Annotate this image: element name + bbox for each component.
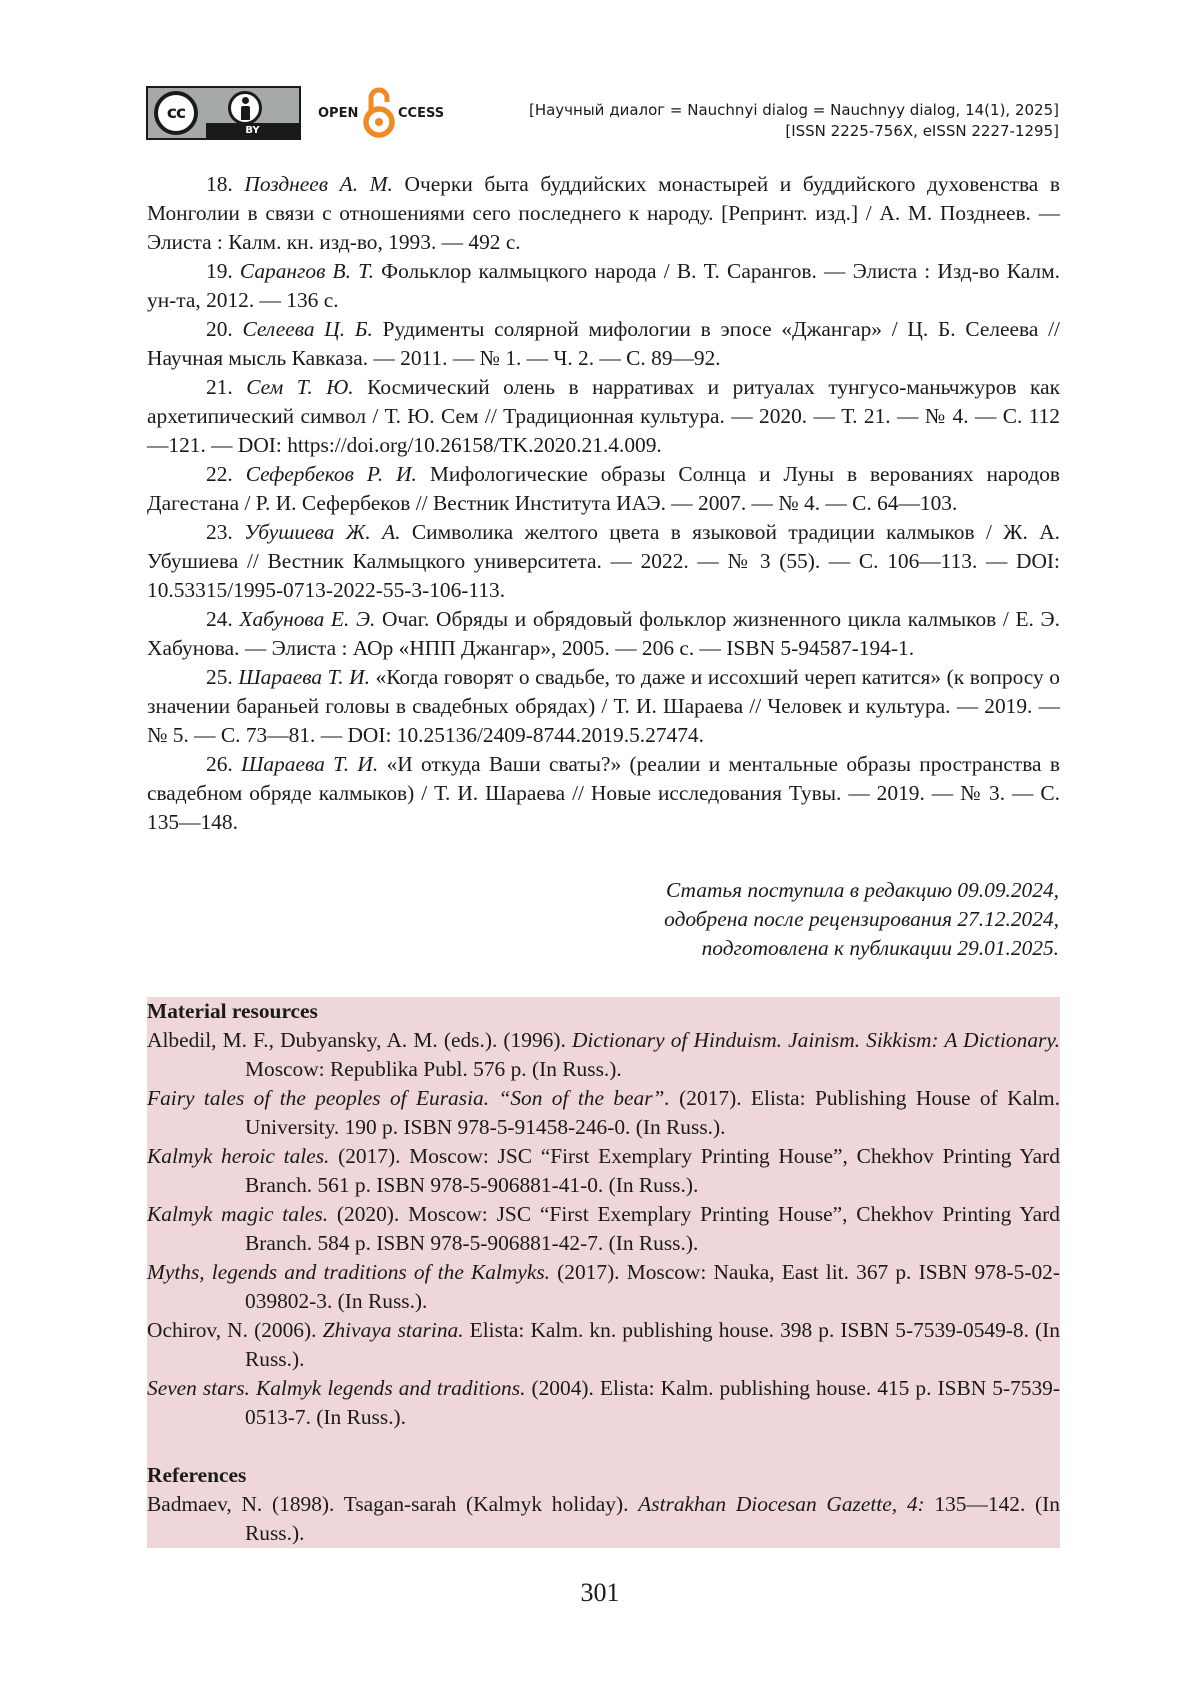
reference-item: 24. Хабунова Е. Э. Очаг. Обряды и обрядовый фольклор жизненного цикла калмыков / Е. Э. Хабунова. — Элиста : АОр «НПП Джангар», 2005. — 206 с. — ISBN 5-94587-194-1.	[147, 607, 1060, 660]
received-date-line: Статья поступила в редакцию 09.09.2024,	[665, 878, 1059, 902]
open-access-open-text: OPEN	[318, 106, 359, 121]
material-entry: Albedil, M. F., Dubyansky, A. M. (eds.). (1996). Dictionary of Hinduism. Jainism. Sikkism: A Dictionary. Moscow: Republika Publ. 576 p. (In Russ.).	[147, 1028, 1061, 1081]
reference-item: 25. Шараева Т. И. «Когда говорят о свадьбе, то даже и иссохший череп катится» (к вопросу о значении бараньей головы в свадебных обрядах) / Т. И. Шараева // Человек и культура. — 2019. — № 5. — С. 73—81. — DOI: 10.25136/2409-8744.2019.5.27474.	[147, 665, 1060, 747]
cc-icon	[154, 91, 198, 135]
page-number: 301	[580, 1578, 620, 1607]
reference-item: 23. Убушиева Ж. А. Символика желтого цвета в языковой традиции калмыков / Ж. А. Убушиева // Вестник Калмыцкого университета. — 2022. — № 3 (55). — С. 106—113. — DOI: 10.53315/1995-0713-2022-55-3-106-113.	[147, 520, 1060, 602]
material-entry: Fairy tales of the peoples of Eurasia. “Son of the bear”. (2017). Elista: Publishing House of Kalm. University. 190 p. ISBN 978-5-91458-246-0. (In Russ.).	[147, 1086, 1060, 1139]
reference-item: 21. Сем Т. Ю. Космический олень в нарративах и ритуалах тунгусо-маньчжуров как архетипический символ / Т. Ю. Сем // Традиционная культура. — 2020. — Т. 21. — № 4. — С. 112—121. — DOI: https://doi.org/10.26158/TK.2020.21.4.009.	[147, 375, 1060, 457]
material-entry: Myths, legends and traditions of the Kalmyks. (2017). Moscow: Nauka, East lit. 367 p. ISBN 978-5-02-039802-3. (In Russ.).	[147, 1260, 1061, 1313]
cc-text: cc	[166, 103, 186, 123]
reference-list	[147, 170, 1060, 837]
reference-item: 20. Селеева Ц. Б. Рудименты солярной мифологии в эпосе «Джангар» / Ц. Б. Селеева // Научная мысль Кавказа. — 2011. — № 1. — Ч. 2. — С. 89—92.	[147, 317, 1060, 370]
reference-author: Шараева Т. И.	[238, 665, 370, 689]
reference-author: Шараева Т. И.	[241, 752, 379, 776]
reference-author: Убушиева Ж. А.	[244, 520, 401, 544]
material-entry: Kalmyk magic tales. (2020). Moscow: JSC “First Exemplary Printing House”, Chekhov Printing Yard Branch. 584 p. ISBN 978-5-906881-42-7. (In Russ.).	[147, 1202, 1060, 1255]
cc-by-license-badge[interactable]	[146, 86, 301, 140]
reference-item: 18. Позднеев А. М. Очерки быта буддийских монастырей и буддийского духовенства в Монголии в связи с отношениями сего последнего к народу. [Репринт. изд.] / А. М. Позднеев. — Элиста : Калм. кн. изд-во, 1993. — 492 с.	[147, 172, 1061, 254]
by-label: BY	[206, 123, 299, 138]
journal-citation-line: [Научный диалог = Nauchnyi dialog = Nauchnyy dialog, 14(1), 2025]	[528, 101, 1059, 119]
article-received-note	[664, 876, 1059, 963]
approved-date-line: одобрена после рецензирования 27.12.2024,	[664, 907, 1059, 931]
english-references-block	[147, 997, 1060, 1548]
open-access-access-text: CCESS	[398, 106, 445, 121]
reference-item: 22. Сефербеков Р. И. Мифологические образы Солнца и Луны в верованиях народов Дагестана / Р. И. Сефербеков // Вестник Института ИАЭ. — 2007. — № 4. — С. 64—103.	[147, 462, 1060, 515]
reference-entry: Badmaev, N. (1898). Tsagan-sarah (Kalmyk holiday). Astrakhan Diocesan Gazette, 4: 135—142. (In Russ.).	[147, 1492, 1060, 1545]
journal-citation	[529, 100, 1059, 142]
material-entry: Seven stars. Kalmyk legends and traditions. (2004). Elista: Kalm. publishing house. 415 p. ISBN 5-7539-0513-7. (In Russ.).	[147, 1376, 1061, 1429]
references-heading: References	[147, 1463, 247, 1487]
material-resources-heading: Material resources	[147, 999, 318, 1023]
reference-author: Позднеев А. М.	[244, 172, 393, 196]
reference-author: Селеева Ц. Б.	[242, 317, 373, 341]
reference-author: Сем Т. Ю.	[246, 375, 354, 399]
material-entry: Kalmyk heroic tales. (2017). Moscow: JSC “First Exemplary Printing House”, Chekhov Printing Yard Branch. 561 p. ISBN 978-5-906881-41-0. (In Russ.).	[147, 1144, 1060, 1197]
open-access-lock-icon	[362, 84, 396, 140]
journal-issn-line: [ISSN 2225-756X, eISSN 2227-1295]	[785, 122, 1059, 140]
open-access-logo	[318, 84, 468, 140]
reference-author: Сефербеков Р. И.	[245, 462, 417, 486]
reference-item: 26. Шараева Т. И. «И откуда Ваши сваты?» (реалии и ментальные образы пространства в свадебном обряде калмыков) / Т. И. Шараева // Новые исследования Тувы. — 2019. — № 3. — С. 135—148.	[147, 752, 1060, 834]
reference-item: 19. Сарангов В. Т. Фольклор калмыцкого народа / В. Т. Сарангов. — Элиста : Изд-во Калм. ун-та, 2012. — 136 с.	[147, 259, 1060, 312]
prepared-date-line: подготовлена к публикации 29.01.2025.	[701, 936, 1059, 960]
reference-author: Сарангов В. Т.	[239, 259, 375, 283]
material-entry: Ochirov, N. (2006). Zhivaya starina. Elista: Kalm. kn. publishing house. 398 p. ISBN 5-7539-0549-8. (In Russ.).	[147, 1318, 1061, 1371]
reference-author: Хабунова Е. Э.	[239, 607, 376, 631]
attribution-person-icon	[228, 91, 262, 125]
